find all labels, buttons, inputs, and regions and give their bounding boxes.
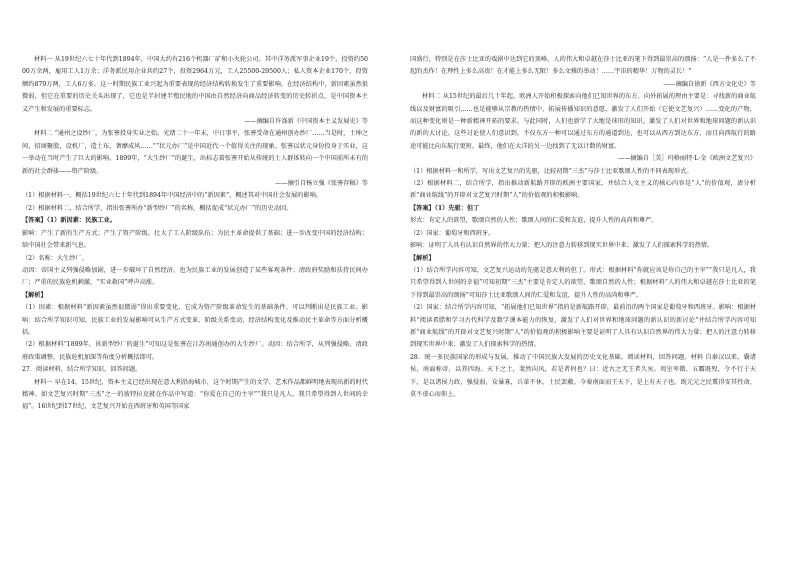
q27-analysis-1: （1）结合所学内容可知，文艺复兴运动的先驱是意大利的但丁。形式：根据材料“你就应该是你自己的主宰”“我只是凡人，我只希望得到人世间的幸福”可知初期“三杰”主要是肯定人的欲望，歌颂自然的人性；根据材料“人的伟大和卓越在莎士比亚的笔下得到最崇高的颂扬”可知莎士比亚歌颂人间的仁爱和友谊，提升人性的高尚和尊严。 — [410, 266, 756, 299]
left-column — [22, 54, 368, 414]
q27-analysis-2: （2）国家：结合所学内容可知，“拓展他们已知世界”指的是新航路开辟，最前沿的两个国家是葡萄牙和西班牙。影响：根据材料“阅读希腊和学习古代科学及数学课本能力的恢复，激发了人们对世界和地球问题的新认识的新讨论”并结合所学内容可知新“商业航线”的开辟对文艺复兴时期“人”的价值观的积极影响主要是证明了人具有认识自然界的伟大力量；把人的注意力转移到现实世界中来；激发了人们探索科学的热情。 — [410, 304, 756, 349]
q27-question-2: （2）根据材料二，结合所学，指出推动新航路开辟的欧洲主要国家，并结合人文主义的核心内容是“人”的价值观，请分析新“商业航线”的开辟对文艺复兴时期“人”的价值观的积极影响。 — [410, 180, 756, 200]
answer-tag-2: 【答案】（1）先驱：但丁 — [410, 204, 480, 212]
q27-question-1: （1）根据材料一和所学，写出文艺复兴的先驱，比较初期“三杰”与莎士比亚歌颂人性的不同表现形式。 — [410, 167, 693, 175]
q27-answer-1b: （2）国家：葡萄牙和西班牙。 — [410, 229, 495, 237]
q27-source-1: ——摘编自徐新《西方文化史》等 — [663, 80, 756, 88]
q26-answer-2: 动因：帝国主义列强侵略加剧，进一步破坏了自然经济，也为民族工业的发展创造了某些客观条件；清政府奖励和扶持民间办厂；严重的民族危机刺激，“实业救国”呼声高涨。 — [22, 266, 368, 287]
q27-source-2: ——摘编自［美］玛格丽特·L·金《欧洲文艺复兴》 — [618, 155, 756, 163]
q26-material-1: 材料一 从19世纪六七十年代到1894年，中国大约有216个机器厂矿和小火轮公司。其中洋务派军事企业19个，投资约5000万余两，雇用工人1万余；洋务派民用企业共约27个，投资2964万元，工人25500-29500人；私人资本企业170个，投资额约879万两，工人6万多。这一时期民族工业兴起为重要表现的经济结构转换发生了重要影响。在经济结构中，新因素虽然很微弱，但它在重要的历史关头出现了，它也是半封建半殖民地的中国由自然经济向商品经济转变的历史转折点，是中国资本主义产生和发展的重要标志。 — [22, 56, 368, 113]
q26-answer-1: 影响：产生了新的生产方式；产生了资产阶级，壮大了工人阶级队伍；为民主革命提供了基础；进一步改变中国的经济结构；给中国社会带来新气息。 — [22, 229, 368, 250]
q26-analysis-2: （2）根据材料“1899年，该新型纱厂的诞生”可知这是张謇在江苏南通创办的大生纱厂。动因：结合所学，从列强侵略、清政府政策调整、民族危机加深等角度分析概括即可。 — [22, 341, 368, 361]
q26-analysis-1: （1）因素：根据材料“新因素虽然很微弱”得出重要变化，它成为资产阶级革命发生的基础条件，可以判断出是民族工业。影响：结合所学知识可知，民族工业的发展影响可从生产方式变革、阶级关系变动、经济结构变化及推动民主革命等方面分析概括。 — [22, 304, 368, 336]
q27-material-2: 材料二 从15世纪的最后几十年起，欧洲人开始积极探索向他们已知世界的东方、向外拓展的理由主要是：寻找新的商业航线以及财富的吸引……也是能够从宗教的热情中，拓展传播知识的意愿，激发了人们开始（它使文艺复兴）……变化的产物，而这种变化则是一种新精神开拓的要求。与此同时，人们也新学了大地是球形的知识，激发了人们对世界和地球问题的新认识的新的大讨论。这些讨论使人们意识到，不仅东方一种可以通过东方的通道到达，也可以从西方到达东方，而且向西航行的路途可能比向东航行更短。最终，他们在大洋的另一边找到了无以计数的财富。 — [410, 93, 756, 150]
q27-answer-2: 影响：证明了人具有认识自然界的伟大力量；把人的注意力转移到现实世界中来；激发了人们探索科学的热情。 — [410, 242, 714, 250]
q27-material-1-cont: 国盛行，特别是在莎士比亚的戏剧中达到它的顶峰。人的伟大和卓越在莎士比亚的笔下得到最崇高的颂扬：“人是一件多么了不起的杰作！在理性上多么高贵！在才能上多么无限！多么文雅的举动！……宇宙的精华！万物的灵长！” — [410, 56, 756, 76]
q26-source-1: ——摘编自许涤新《中国资本主义发展史》等 — [244, 118, 368, 126]
q26-source-2: ——摘引自杨立强《张謇存稿》等 — [275, 180, 368, 188]
q28-question: 28．统一多民族国家的形成与发展，推动了中国民族大发展的历史文化基础。阅读材料，回答问题。材料 自秦汉以来，囊诸侯，南面称帝，以养四海。天下之士，斐然向风，若是者何也？曰：近古之无王者久矣。周室卑微，五霸既殁，令不行于天下，是以诸侯力政，强侵弱，众暴寡，兵革不休，士民罢敝。今秦南面而王天下，是上有天子也。既元元之民冀得安其性命，莫不虚心而仰上。 — [410, 353, 756, 398]
q27-answer-1: 形式：肯定人的欲望，歌颂自然的人性；歌颂人间的仁爱和友谊，提升人性的高尚和尊严。 — [410, 217, 658, 225]
analysis-tag: 【解析】 — [22, 291, 47, 299]
q26-question-2: （2）根据材料二，结合所学，指出张謇所办“新型纱厂”的名称，概括促成“状元办厂”的历史动因。 — [22, 204, 293, 212]
q26-material-2: 材料二 “通州之设纱厂，为张謇投身实业之始。光绪二十一年末，中日事平，张謇受命在通州创办纱厂……当是时，士绅之间，招商聚股，设机厂，造土布，奢靡成风……”“状元办厂”是中国近代一个值得关注的现象。张謇以状元身份投身于实业，这一举动在当时产生了巨大的影响。1899年，“大生纱厂”的诞生，出标志着张謇开始从传统的士人群体转向一个中国前所未有的新的社会群体——资产阶级。 — [22, 130, 368, 175]
q26-question-1: （1）根据材料一，概括19世纪六七十年代到1894年中国经济中的“新因素”，概述其对中国社会发展的影响。 — [22, 192, 322, 200]
q27-number: 27．阅读材料，结合所学知识，回答问题。 — [22, 366, 142, 374]
q27-material-1: 材料一 早在14、15世纪，资本主义已经出现在意大利沿海城市，这个时期产生的文学、艺术作品都鲜明地表现出新的时代精神。如文艺复兴时期“三杰”之一的彼特拉克就在作品中写道：“你爱在自己的主宰”“我只是凡人，我只希望得到人世间的幸福”。16世纪到17世纪，文艺复兴开始在西班牙和英国等国家 — [22, 378, 368, 411]
right-column — [410, 54, 756, 401]
q26-answer-1b: （2）名称：大生纱厂。 — [22, 254, 88, 262]
answer-tag: 【答案】（1）新因素：民族工业。 — [22, 217, 117, 225]
analysis-tag-2: 【解析】 — [410, 254, 435, 262]
